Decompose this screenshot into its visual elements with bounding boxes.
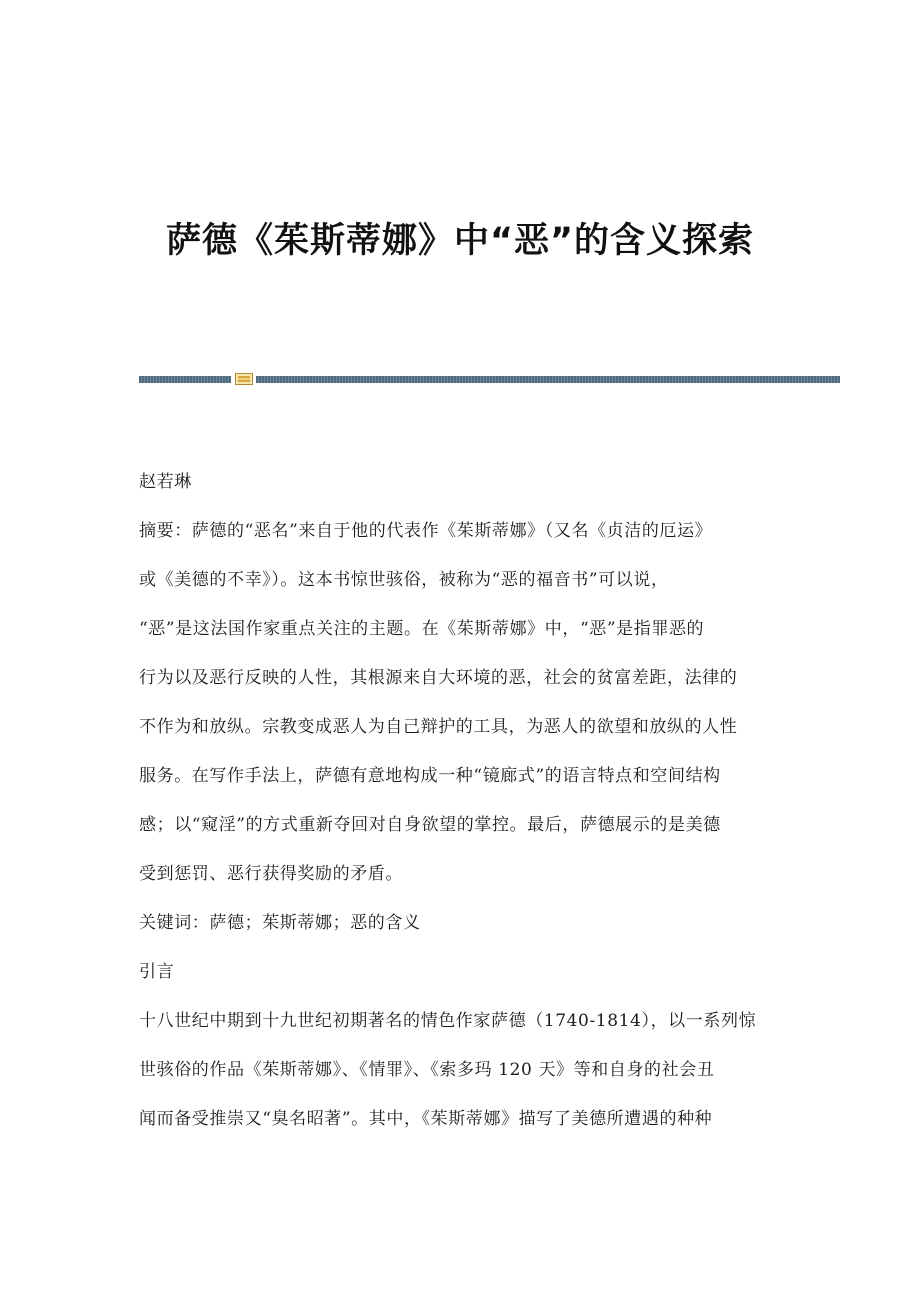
keywords: 关键词：萨德；茱斯蒂娜；恶的含义 — [139, 913, 421, 933]
divider-ornament-icon — [235, 373, 253, 385]
paragraph-line: 十八世纪中期到十九世纪初期著名的情色作家萨德（1740-1814），以一系列惊 — [139, 1011, 757, 1031]
abstract-line: 或《美德的不幸》）。这本书惊世骇俗，被称为“恶的福音书”可以说， — [139, 570, 669, 590]
abstract-line: 摘要：萨德的“恶名”来自于他的代表作《茱斯蒂娜》（又名《贞洁的厄运》 — [139, 521, 713, 541]
abstract-line: 不作为和放纵。宗教变成恶人为自己辩护的工具，为恶人的欲望和放纵的人性 — [139, 717, 738, 737]
intro-paragraph — [139, 997, 779, 1144]
document-title: 萨德《茱斯蒂娜》中“恶”的含义探索 — [165, 221, 754, 261]
abstract-line: 感；以“窥淫”的方式重新夺回对自身欲望的掌控。最后，萨德展示的是美德 — [139, 815, 721, 835]
author-name: 赵若琳 — [139, 472, 192, 492]
divider-bar-left — [139, 376, 231, 383]
paragraph-line: 世骇俗的作品《茱斯蒂娜》、《情罪》、《索多玛 120 天》等和自身的社会丑 — [139, 1060, 715, 1080]
document-body — [139, 458, 779, 1144]
title-divider — [139, 373, 840, 385]
abstract-line: 服务。在写作手法上，萨德有意地构成一种“镜廊式”的语言特点和空间结构 — [139, 766, 721, 786]
abstract-line: 行为以及恶行反映的人性，其根源来自大环境的恶，社会的贫富差距，法律的 — [139, 668, 738, 688]
abstract — [139, 507, 779, 899]
abstract-line: 受到惩罚、恶行获得奖励的矛盾。 — [139, 864, 403, 884]
abstract-line: “恶”是这法国作家重点关注的主题。在《茱斯蒂娜》中，“恶”是指罪恶的 — [139, 619, 705, 639]
paragraph-line: 闻而备受推崇又“臭名昭著”。其中，《茱斯蒂娜》描写了美德所遭遇的种种 — [139, 1109, 713, 1129]
divider-bar-right — [256, 376, 840, 383]
section-heading-intro: 引言 — [139, 962, 175, 982]
